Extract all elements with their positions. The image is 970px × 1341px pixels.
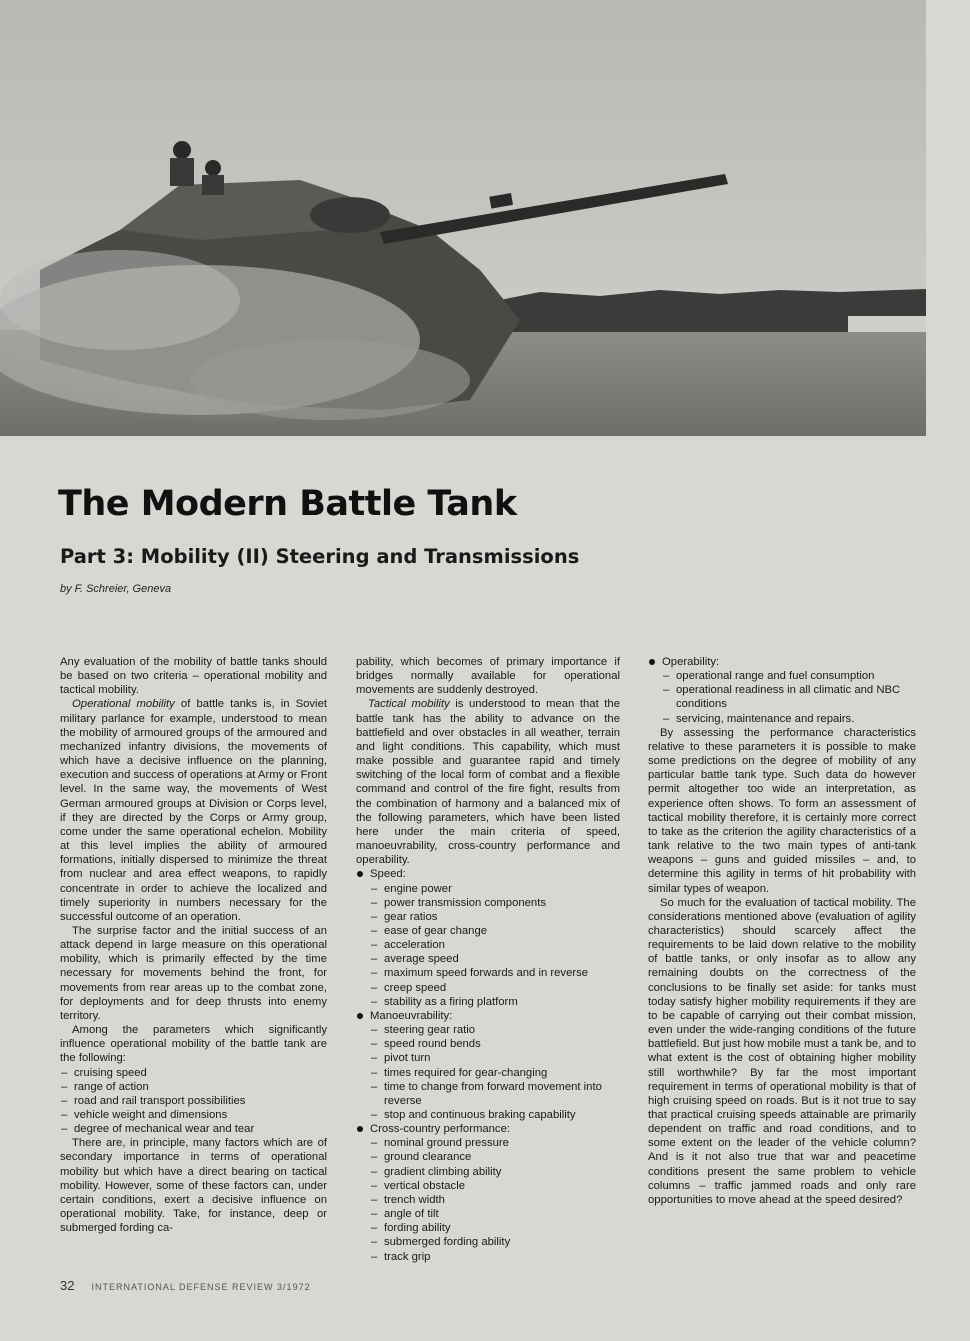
manoeuvrability-list — [370, 1023, 620, 1122]
list-item: – speed round bends — [370, 1037, 620, 1051]
speed-list — [370, 882, 620, 1009]
paragraph: pability, which becomes of primary importance if bridges normally available for operational movements are suddenly destroyed. — [356, 656, 620, 697]
list-item: – degree of mechanical wear and tear — [60, 1122, 327, 1136]
list-item: – angle of tilt — [370, 1207, 620, 1221]
list-item: – average speed — [370, 952, 620, 966]
article-subtitle: Part 3: Mobility (II) Steering and Transmissions — [60, 545, 580, 568]
list-item: – road and rail transport possibilities — [60, 1094, 327, 1108]
list-item: – maximum speed forwards and in reverse — [370, 966, 620, 980]
list-item: – track grip — [370, 1250, 620, 1264]
term: Operational mobility — [72, 698, 175, 711]
bullet-icon — [357, 1126, 363, 1132]
list-item: – times required for gear-changing — [370, 1066, 620, 1080]
list-item: – ease of gear change — [370, 924, 620, 938]
list-item: – range of action — [60, 1080, 327, 1094]
bullet-icon — [357, 871, 363, 877]
bullet-icon — [649, 659, 655, 665]
list-item: – servicing, maintenance and repairs. — [662, 712, 916, 726]
article-byline: by F. Schreier, Geneva — [60, 583, 172, 595]
operational-parameters-list — [60, 1066, 327, 1137]
list-item: – fording ability — [370, 1221, 620, 1235]
paragraph: There are, in principle, many factors which are of secondary importance in terms of operational mobility but which have a direct bearing on tactical mobility. However, some of these factors can, under certain conditions, exert a decisive influence on operational mobility. Take, for instance, deep or submerged fording ca- — [60, 1137, 327, 1235]
column-1 — [60, 655, 327, 1235]
criterion-label: Manoeuvrability: — [370, 1009, 453, 1022]
list-item: – stop and continuous braking capability — [370, 1108, 620, 1122]
list-item: – steering gear ratio — [370, 1023, 620, 1037]
list-item: – gradient climbing ability — [370, 1165, 620, 1179]
list-item: – power transmission components — [370, 896, 620, 910]
column-3 — [648, 655, 916, 1207]
paragraph-text: is understood to mean that the battle tank has the ability to advance on the battlefield and over obstacles in all weather, terrain and light conditions. This capability, which must make possible and guarantee rapid and timely switching of the local form of combat and a flexible command and control of the fire fight, results from the combination of harmony and a balanced mix of the following parameters, which have been listed here under the main criteria of speed, manoeuvrability, cross-country performance and operability. — [356, 698, 620, 867]
list-item: – operational readiness in all climatic and NBC conditions — [662, 683, 916, 711]
term: Tactical mobility — [368, 698, 450, 711]
paragraph: The surprise factor and the initial success of an attack depend in large measure on this operational mobility, which is primarily effected by the time necessary for movements behind the front, for movements from rear areas up to the combat zone, for deployments and for deep thrusts into enemy territory. — [60, 924, 327, 1022]
list-item — [356, 867, 620, 1009]
article-title: The Modern Battle Tank — [58, 484, 517, 524]
list-item — [356, 1122, 620, 1264]
operability-items — [662, 669, 916, 726]
list-item: – submerged fording ability — [370, 1235, 620, 1249]
list-item: – gear ratios — [370, 910, 620, 924]
page-footer — [60, 1278, 311, 1293]
criterion-label: Operability: — [662, 656, 720, 668]
criterion-label: Speed: — [370, 868, 406, 881]
paragraph — [356, 697, 620, 867]
tank-photo-graphic — [0, 0, 926, 436]
bullet-icon — [357, 1013, 363, 1019]
criteria-list — [356, 867, 620, 1263]
list-item: – time to change from forward movement into reverse — [370, 1080, 620, 1108]
list-item: – operational range and fuel consumption — [662, 669, 916, 683]
paragraph — [60, 697, 327, 924]
list-item: – acceleration — [370, 938, 620, 952]
list-item: – engine power — [370, 882, 620, 896]
paragraph: Any evaluation of the mobility of battle tanks should be based on two criteria – operational mobility and tactical mobility. — [60, 656, 327, 697]
list-item: – nominal ground pressure — [370, 1136, 620, 1150]
page-number: 32 — [60, 1278, 75, 1293]
list-item — [648, 655, 916, 726]
list-item: – stability as a firing platform — [370, 995, 620, 1009]
list-item — [356, 1009, 620, 1122]
list-item: – ground clearance — [370, 1150, 620, 1164]
list-item: – vertical obstacle — [370, 1179, 620, 1193]
list-item: – cruising speed — [60, 1066, 327, 1080]
list-item: – trench width — [370, 1193, 620, 1207]
paragraph: Among the parameters which significantly influence operational mobility of the battle tank are the following: — [60, 1024, 327, 1065]
list-item: – vehicle weight and dimensions — [60, 1108, 327, 1122]
journal-name: INTERNATIONAL DEFENSE REVIEW 3/1972 — [91, 1282, 311, 1292]
operability-list — [648, 655, 916, 726]
tank-photo — [0, 0, 926, 436]
paragraph-text: of battle tanks is, in Soviet military parlance for example, understood to mean the mobility of armoured groups of the armoured and mechanized infantry divisions, the movements of which have a decisive influence on the planning, execution and success of operations at Army or Front level. In the same way, the movements of West German armoured groups at Division or Corps level, if they are directed by the Corps or Army group, come under the same operational echelon. Mobility at this level implies the ability of armoured formations, initially dispersed to minimize the threat from nuclear and area effect weapons, to rapidly concentrate in order to achieve the localized and timely superiority in numbers necessary for the successful outcome of an operation. — [60, 698, 327, 923]
list-item: – creep speed — [370, 981, 620, 995]
paragraph: So much for the evaluation of tactical mobility. The considerations mentioned above (evaluation of agility characteristics) should scarcely affect the requirements to be laid down relative to the mobility of battle tanks, or only insofar as to allow any remaining doubts on the correctness of the conclusions to be finally set aside: for tanks must today satisfy higher mobility requirements if they are to be capable of carrying out their combat mission, even under the wide-ranging conditions of the future battlefield. But just how mobile must a tank be, and to what extent is the cost of obtaining higher mobility still worthwhile? By far the most important requirement in terms of operational mobility is that of high cruising speed on roads. But is it not true to say that practical cruising speeds attainable are primarily dependent on traffic and road conditions, and to some extent on the leader of the vehicle column? And is it not also true that war and peacetime conditions present the same problem to vehicle columns – traffic jammed roads and only rare opportunities to move ahead at the speed desired? — [648, 896, 916, 1206]
column-2 — [356, 655, 620, 1264]
cross-country-list — [370, 1136, 620, 1263]
paragraph: By assessing the performance characteristics relative to these parameters it is possible to make some predictions on the degree of mobility of any particular battle tank type. Such data do however permit altogether too wide an interpretation, as experience often shows. To form an assessment of tactical mobility therefore, it is certainly more correct to take as the criterion the agility characteristics of a tank relative to the two main types of anti-tank weapons – guns and guided missiles – and, to determine this agility in terms of hit probability with similar types of weapon. — [648, 726, 916, 895]
list-item: – pivot turn — [370, 1051, 620, 1065]
criterion-label: Cross-country performance: — [370, 1123, 511, 1136]
